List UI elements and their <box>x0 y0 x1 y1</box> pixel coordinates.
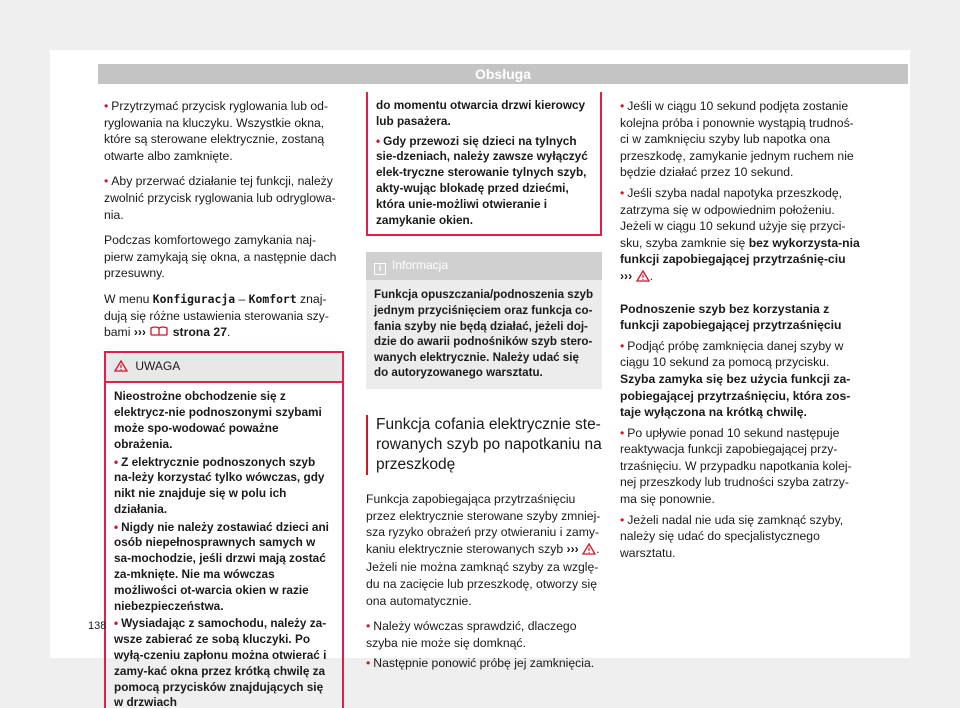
bullet-item: • Jeżeli nadal nie uda się zamknąć szyby, należy się udać do specjalistycznego warsztatu. <box>620 512 844 560</box>
bullet-item: • Jeśli szyba nadal napotyka przeszkodę, zatrzyma się w odpowiednim położeniu. Jeżeli w ciągu 10 sekund użyje się przyci-sku, szyba zamknie się bez wykorzysta-nia funkcji zapobiegającej przytrzaśnię-ciu ››› . <box>620 185 860 287</box>
info-header <box>366 252 602 280</box>
book-reference-icon <box>149 325 169 338</box>
warning-item: • Z elektrycznie podnoszonych szyb na-leży korzystać tylko wówczas, gdy nikt nie znajduje się w polu ich działania. <box>114 454 325 516</box>
bullet-item: • Podjąć próbę zamknięcia danej szyby w ciągu 10 sekund za pomocą przycisku. <box>620 338 844 370</box>
reference-arrows: ››› <box>620 268 633 283</box>
bullet-dot: • <box>366 619 371 634</box>
warning-label: UWAGA <box>135 358 181 373</box>
warning-item: • Nigdy nie należy zostawiać dzieci ani osób niepełnosprawnych samych w sa-mochodzie, jeśli drzwi mają zostać za-mknięte. Nie ma wówczas możliwości ot-warcia okien w razie niebezpieczeństwa. <box>114 519 329 613</box>
bullet-dot: • <box>114 616 119 631</box>
info-icon: i <box>374 263 386 275</box>
subheading: Podnoszenie szyb bez korzystania z funkcji zapobiegającej przytrzaśnięciu <box>620 301 842 333</box>
page-number: 138 <box>88 620 107 632</box>
paragraph: Podczas komfortowego zamykania naj-pierw zamykają się okna, a następnie dach przesuwny. <box>104 233 337 281</box>
column-left <box>104 98 344 708</box>
warning-item: • Wysiadając z samochodu, należy za-wsze zabierać ze sobą kluczyki. Po wyłą-czeniu zapłonu można otwierać i zamy-kać okna przez krótką chwilę za pomocą przycisków znajdujących się w drzwiach <box>114 616 327 708</box>
bullet-item: • Następnie ponowić próbę jej zamknięcia. <box>366 656 595 671</box>
warning-triangle-icon <box>114 360 128 377</box>
section-title: Funkcja cofania elektrycznie ste-rowanych szyb po napotkaniu na przeszkodę <box>366 415 602 475</box>
info-box <box>366 252 602 389</box>
bullet-dot: • <box>620 425 625 440</box>
warning-box <box>104 351 344 708</box>
bullet-item: • Przytrzymać przycisk ryglowania lub od-ryglowania na kluczyku. Wszystkie okna, które są sterowane elektrycznie, zostaną otwarte albo zamknięte. <box>104 99 329 163</box>
bullet-item: • Jeśli w ciągu 10 sekund podjęta zostanie kolejna próba i ponownie wystąpią trudnoś-ci w zamknięciu szyby lub napotka ona przeszkodę, zamykanie jednym ruchem nie będzie działać przez 10 sekund. <box>620 99 854 180</box>
bullet-dot: • <box>104 99 109 113</box>
warning-header <box>106 353 342 384</box>
bullet-item: • Aby przerwać działanie tej funkcji, należy zwolnić przycisk ryglowania lub odryglowa-nia. <box>104 174 336 222</box>
bullet-item: • Po upływie ponad 10 sekund następuje reaktywacja funkcji zapobiegającej przy-trzaśnięciu. W przypadku napotkania kolej-nej przeszkody lub trudności szyba zatrzy-ma się ponownie. <box>620 425 852 507</box>
warning-body <box>106 383 342 708</box>
bullet-dot: • <box>376 133 381 148</box>
bullet-dot: • <box>620 512 625 527</box>
bullet-dot: • <box>104 174 109 189</box>
bullet-dot: • <box>366 656 371 671</box>
bullet-dot: • <box>114 454 119 469</box>
bullet-dot: • <box>620 338 625 353</box>
menu-item-comfort: Komfort <box>248 291 297 306</box>
paragraph: Funkcja zapobiegająca przytrzaśnięciu przez elektrycznie sterowane szyby zmniej-sza ryzyko obrażeń przy otwieraniu i zamy-kaniu elektrycznie sterowanych szyb ››› . Jeżeli nie można zamknąć szyby za wzglę-du na zacięcie lub przeszkodę, otworzy się ona automatycznie. <box>366 491 601 608</box>
reference-arrows: ››› <box>133 325 146 340</box>
warning-item: • Gdy przewozi się dzieci na tylnych sie-dzeniach, należy zawsze wyłączyć elek-tryczne sterowanie tylnych szyb, akty-wując blokadę przed dziećmi, która unie-możliwi otwieranie i zamykanie okien. <box>376 133 588 227</box>
reference-arrows: ››› <box>566 541 579 556</box>
bullet-dot: • <box>114 519 119 534</box>
warning-box-continued <box>366 92 602 236</box>
menu-paragraph: W menu Konfiguracja – Komfort znaj-dują się różne ustawienia sterowania szy-bami ››› strona 27. <box>104 291 329 340</box>
warning-triangle-icon <box>582 543 596 560</box>
bullet-dot: • <box>620 99 625 113</box>
warning-triangle-icon <box>636 270 650 287</box>
page-header: Obsługa <box>98 64 908 84</box>
bold-paragraph: Szyba zamyka się bez użycia funkcji za-pobiegającej przytrzaśnięciu, która zos-taje wyłączona na krótką chwilę. <box>620 371 851 420</box>
bullet-dot: • <box>620 185 625 200</box>
page-link-27[interactable]: strona 27 <box>172 325 227 340</box>
info-label: Informacja <box>392 258 449 273</box>
manual-page <box>50 50 910 708</box>
info-text: Funkcja opuszczania/podnoszenia szyb jednym przyciśnięciem oraz funkcja co-fania szyby nie będą działać, jeżeli doj-dzie do awarii podnośników szyb stero-wanych elektrycznie. Należy udać się do autoryzowanego warsztatu. <box>374 288 594 380</box>
warning-continued-text: do momentu otwarcia drzwi kierowcy lub pasażera. <box>376 98 586 128</box>
menu-item-configuration: Konfiguracja <box>152 291 236 306</box>
bullet-item: • Należy wówczas sprawdzić, dlaczego szyba nie może się domknąć. <box>366 619 577 650</box>
column-middle <box>366 94 602 681</box>
column-right <box>620 98 860 570</box>
warning-intro: Nieostrożne obchodzenie się z elektrycz-nie podnoszonymi szybami może spo-wodować poważne obrażenia. <box>114 389 322 451</box>
